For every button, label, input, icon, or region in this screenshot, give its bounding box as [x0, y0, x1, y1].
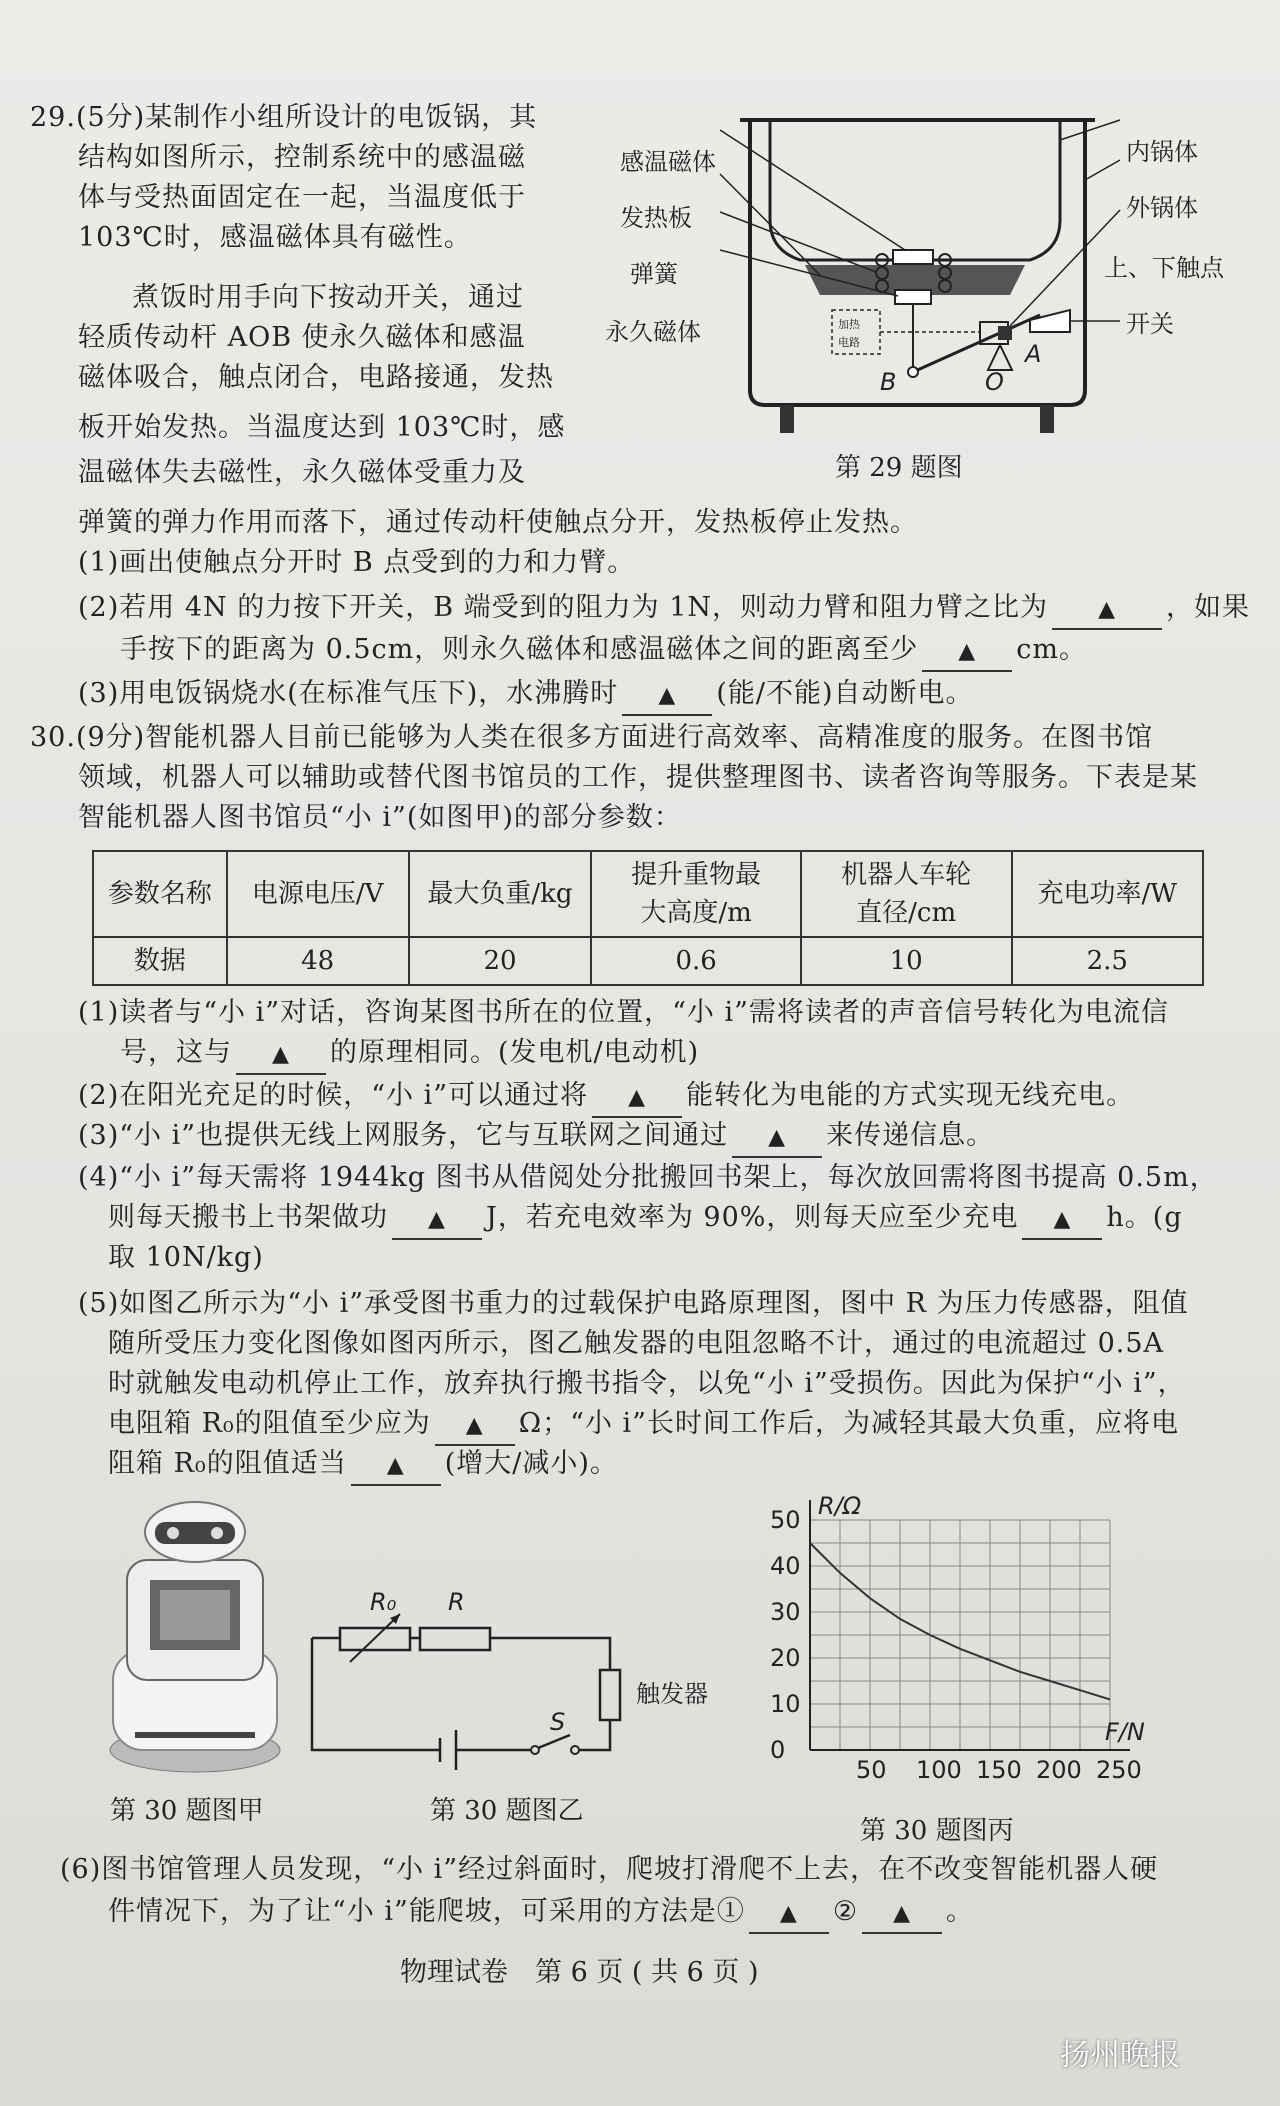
q29-sub3: (3)用电饭锅烧水(在标准气压下)，水沸腾时 ▲ (能/不能)自动断电。 [78, 676, 973, 716]
y-tick-label: 30 [770, 1598, 801, 1626]
x-tick-label: 250 [1096, 1756, 1142, 1784]
answer-blank[interactable]: ▲ [1022, 1200, 1102, 1240]
svg-text:A: A [1025, 340, 1042, 368]
svg-text:外锅体: 外锅体 [1126, 194, 1198, 222]
q29-sub2: (2)若用 4N 的力按下开关，B 端受到的阻力为 1N，则动力臂和阻力臂之比为 ▲ ，如果 [78, 590, 1250, 630]
table-cell: 0.6 [591, 937, 800, 985]
table-header-row [93, 851, 1203, 937]
q30-line: 智能机器人图书馆员“小 i”(如图甲)的部分参数： [78, 802, 682, 833]
q29-sub1: (1)画出使触点分开时 B 点受到的力和力臂。 [78, 547, 636, 578]
svg-text:B: B [880, 368, 897, 396]
circuit-diagram [300, 1570, 730, 1790]
answer-blank[interactable]: ▲ [592, 1078, 682, 1118]
svg-text:弹簧: 弹簧 [630, 260, 678, 288]
svg-text:R: R [448, 1588, 465, 1616]
q30-sub5-cont: 时就触发电动机停止工作，放弃执行搬书指令，以免“小 i”受损伤。因此为保护“小 i”， [108, 1368, 1186, 1399]
q30-sub5-cont: 随所受压力变化图像如图丙所示，图乙触发器的电阻忽略不计，通过的电流超过 0.5A [108, 1328, 1165, 1359]
q29-line: 温磁体失去磁性，永久磁体受重力及 [78, 457, 526, 488]
y-tick-label: 40 [770, 1552, 801, 1580]
svg-text:开关: 开关 [1126, 310, 1174, 338]
q30-sub4-cont: 则每天搬书上书架做功 ▲ J，若充电效率为 90%，则每天应至少充电 ▲ h。(g [108, 1200, 1183, 1240]
table-cell: 数据 [93, 937, 227, 985]
q30-sub4-cont: 取 10N/kg) [108, 1242, 264, 1273]
chart-axes [810, 1500, 1130, 1750]
rice-cooker-figure [600, 100, 1250, 490]
table-cell: 48 [227, 937, 409, 985]
answer-blank[interactable]: ▲ [862, 1894, 942, 1934]
y-tick-label: 10 [770, 1690, 801, 1718]
svg-text:永久磁体: 永久磁体 [605, 318, 701, 346]
q29-line: 煮饭时用手向下按动开关，通过 [132, 282, 524, 313]
answer-blank[interactable]: ▲ [236, 1035, 326, 1075]
svg-text:R₀: R₀ [370, 1588, 397, 1616]
q29-line: 板开始发热。当温度达到 103℃时，感 [78, 412, 566, 443]
chart-ticks [770, 1506, 1142, 1784]
svg-text:上、下触点: 上、下触点 [1104, 254, 1224, 282]
q30-sub4: (4)“小 i”每天需将 1944kg 图书从借阅处分批搬回书架上，每次放回需将图书提高 0.5m， [78, 1162, 1218, 1193]
q30-sub2: (2)在阳光充足的时候，“小 i”可以通过将 ▲ 能转化为电能的方式实现无线充电。 [78, 1078, 1134, 1118]
table-cell: 20 [409, 937, 592, 985]
q30-line: 领域，机器人可以辅助或替代图书馆员的工作，提供整理图书、读者咨询等服务。下表是某 [78, 762, 1198, 793]
q30-sub3: (3)“小 i”也提供无线上网服务，它与互联网之间通过 ▲ 来传递信息。 [78, 1118, 994, 1158]
q30-sub5: (5)如图乙所示为“小 i”承受图书重力的过载保护电路原理图，图中 R 为压力传感器，阻值 [78, 1288, 1189, 1319]
svg-text:加热: 加热 [838, 318, 860, 331]
svg-text:发热板: 发热板 [620, 204, 692, 232]
x-tick-label: 100 [916, 1756, 962, 1784]
robot-image [95, 1500, 295, 1780]
y-axis-label: R/Ω [818, 1492, 862, 1520]
x-axis-label: F/N [1105, 1718, 1145, 1746]
page-footer: 物理试卷 第 6 页 ( 共 6 页 ) [400, 1957, 759, 1988]
resistance-force-chart [740, 1490, 1160, 1820]
q29-line: 103℃时，感温磁体具有磁性。 [78, 222, 472, 253]
q29-sub2-cont: 手按下的距离为 0.5cm，则永久磁体和感温磁体之间的距离至少 ▲ cm。 [120, 632, 1087, 672]
table-header: 提升重物最 大高度/m [591, 851, 800, 937]
y-tick-label: 50 [770, 1506, 801, 1534]
table-header: 机器人车轮 直径/cm [801, 851, 1012, 937]
figure-caption: 第 30 题图乙 [430, 1796, 584, 1826]
table-header: 最大负重/kg [409, 851, 592, 937]
svg-text:O: O [985, 368, 1004, 396]
answer-blank[interactable]: ▲ [351, 1446, 441, 1486]
q30-sub1: (1)读者与“小 i”对话，咨询某图书所在的位置，“小 i”需将读者的声音信号转化为电流信 [78, 997, 1169, 1028]
q30-line: 30.(9分)智能机器人目前已能够为人类在很多方面进行高效率、高精准度的服务。在图书馆 [30, 722, 1154, 753]
answer-blank[interactable]: ▲ [922, 632, 1012, 672]
q29-line: 结构如图所示，控制系统中的感温磁 [78, 142, 526, 173]
figure-caption: 第 30 题图丙 [860, 1816, 1014, 1846]
answer-blank[interactable]: ▲ [749, 1894, 829, 1934]
figure-caption: 第 29 题图 [835, 453, 963, 483]
q30-sub6-cont: 件情况下，为了让“小 i”能爬坡，可采用的方法是① ▲ ② ▲ 。 [108, 1894, 974, 1934]
q29-line: 弹簧的弹力作用而落下，通过传动杆使触点分开，发热板停止发热。 [78, 507, 918, 538]
chart-grid [810, 1520, 1110, 1750]
svg-text:内锅体: 内锅体 [1126, 138, 1198, 166]
answer-blank[interactable]: ▲ [435, 1406, 515, 1446]
q30-sub1-cont: 号，这与 ▲ 的原理相同。(发电机/电动机) [120, 1035, 699, 1075]
answer-blank[interactable]: ▲ [392, 1200, 482, 1240]
svg-text:感温磁体: 感温磁体 [620, 148, 716, 176]
q29-line: 29.(5分)某制作小组所设计的电饭锅，其 [30, 102, 538, 133]
figure-caption: 第 30 题图甲 [110, 1796, 264, 1826]
q29-line: 磁体吸合，触点闭合，电路接通，发热 [78, 362, 554, 393]
x-tick-label: 50 [856, 1756, 887, 1784]
q30-sub6: (6)图书馆管理人员发现，“小 i”经过斜面时，爬坡打滑爬不上去，在不改变智能机器人硬 [60, 1854, 1159, 1885]
answer-blank[interactable]: ▲ [622, 676, 712, 716]
answer-blank[interactable]: ▲ [732, 1118, 822, 1158]
table-cell: 10 [801, 937, 1012, 985]
watermark: 扬州晚报 [1060, 2038, 1180, 2073]
x-tick-label: 200 [1036, 1756, 1082, 1784]
x-tick-label: 150 [976, 1756, 1022, 1784]
svg-text:触发器: 触发器 [636, 1680, 708, 1708]
q29-line: 轻质传动杆 AOB 使永久磁体和感温 [78, 322, 526, 353]
table-cell: 2.5 [1012, 937, 1204, 985]
answer-blank[interactable]: ▲ [1052, 590, 1162, 630]
q29-line: 体与受热面固定在一起，当温度低于 [78, 182, 526, 213]
table-header: 电源电压/V [227, 851, 409, 937]
table-header: 参数名称 [93, 851, 227, 937]
q30-sub5-cont: 电阻箱 R₀的阻值至少应为 ▲ Ω；“小 i”长时间工作后，为减轻其最大负重，应将电 [108, 1406, 1179, 1446]
table-row [93, 937, 1203, 985]
svg-text:电路: 电路 [838, 336, 860, 349]
q30-sub5-cont: 阻箱 R₀的阻值适当 ▲ (增大/减小)。 [108, 1446, 618, 1486]
table-header: 充电功率/W [1012, 851, 1204, 937]
y-tick-label: 0 [770, 1736, 786, 1764]
parameter-table [92, 850, 1204, 986]
y-tick-label: 20 [770, 1644, 801, 1672]
svg-text:S: S [550, 1708, 566, 1736]
